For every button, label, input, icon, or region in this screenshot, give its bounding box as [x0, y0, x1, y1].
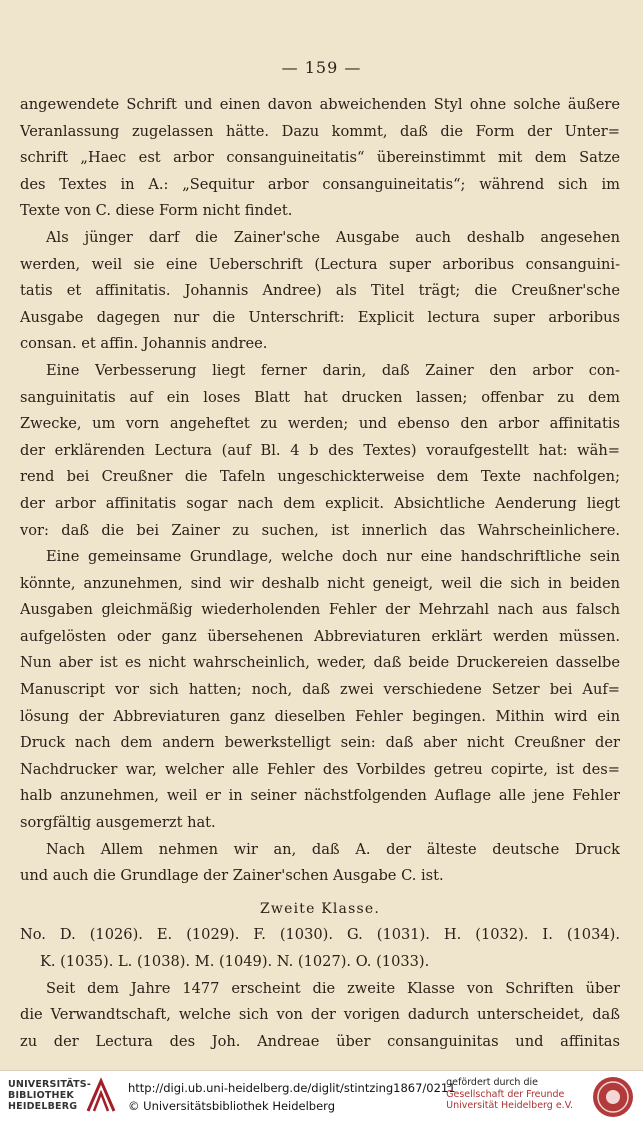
section-heading: Zweite Klasse. [259, 900, 381, 917]
text-line: rend bei Creußner die Tafeln ungeschickterweise dem Texte nachfolgen; [20, 468, 620, 486]
text-line: Texte von C. diese Form nicht findet. [20, 202, 293, 220]
text-line: Eine Verbesserung liegt ferner darin, daß Zainer den arbor con- [46, 361, 620, 379]
page-number: — 159 — [281, 58, 362, 77]
text-line: des Textes in A.: „Sequitur arbor consanguineitatis“; während sich im [20, 175, 620, 193]
text-line: schrift „Haec est arbor consanguineitatis“ übereinstimmt mit dem Satze [20, 149, 620, 167]
library-logo-icon [84, 1077, 118, 1115]
text-line: Veranlassung zugelassen hätte. Dazu kommt, daß die Form der Unter= [20, 122, 620, 140]
text-line: Seit dem Jahre 1477 erscheint die zweite Klasse von Schriften über [46, 979, 620, 997]
funder-note: gefördert durch die Gesellschaft der Freunde Universität Heidelberg e.V. [446, 1077, 573, 1111]
text-line: könnte, anzunehmen, sind wir deshalb nicht geneigt, weil die sich in beiden [20, 574, 620, 592]
text-line: Als jünger darf die Zainer'sche Ausgabe auch deshalb angesehen [46, 228, 620, 246]
text-line: sorgfältig ausgemerzt hat. [20, 814, 216, 832]
text-line: Eine gemeinsame Grundlage, welche doch nur eine handschriftliche sein [46, 548, 620, 566]
seal-icon [591, 1075, 635, 1119]
text-line: aufgelösten oder ganz übersehenen Abbreviaturen erklärt werden müssen. [20, 627, 620, 645]
text-line: consan. et affin. Johannis andree. [20, 335, 268, 353]
text-line: werden, weil sie eine Ueberschrift (Lectura super arboribus consanguini- [20, 255, 620, 273]
text-line: Nachdrucker war, welcher alle Fehler des Vorbildes getreu copirte, ist des= [20, 760, 620, 778]
text-line: die Verwandtschaft, welche sich von der vorigen dadurch unterscheidet, daß [20, 1006, 620, 1024]
text-line: Druck nach dem andern bewerkstelligt sein: daß aber nicht Creußner der [20, 734, 620, 752]
library-name: UNIVERSITÄTS- BIBLIOTHEK HEIDELBERG [8, 1079, 91, 1112]
edition-list-line: No. D. (1026). E. (1029). F. (1030). G. (1031). H. (1032). I. (1034). [20, 926, 620, 944]
text-line: angewendete Schrift und einen davon abweichenden Styl ohne solche äußere [20, 96, 620, 113]
text-line: zu der Lectura des Joh. Andreae über consanguinitas und affinitas [20, 1032, 620, 1050]
text-line: Nun aber ist es nicht wahrscheinlich, weder, daß beide Druckereien dasselbe [20, 654, 620, 672]
edition-list-line: K. (1035). L. (1038). M. (1049). N. (1027). O. (1033). [40, 953, 430, 970]
text-line: lösung der Abbreviaturen ganz dieselben Fehler begingen. Mithin wird ein [20, 707, 620, 725]
text-line: Zwecke, um vorn angeheftet zu werden; und ebenso den arbor affinitatis [20, 415, 620, 433]
text-line: vor: daß die bei Zainer zu suchen, ist innerlich das Wahrscheinlichere. [20, 521, 620, 539]
copyright-notice: © Universitätsbibliothek Heidelberg [128, 1099, 336, 1113]
text-line: und auch die Grundlage der Zainer'schen Ausgabe C. ist. [20, 867, 444, 885]
text-line: halb anzunehmen, weil er in seiner nächstfolgenden Auflage alle jene Fehler [20, 787, 620, 805]
text-line: Nach Allem nehmen wir an, daß A. der älteste deutsche Druck [46, 840, 620, 858]
text-line: Manuscript vor sich hatten; noch, daß zwei verschiedene Setzer bei Auf= [20, 681, 620, 699]
text-line: sanguinitatis auf ein loses Blatt hat drucken lassen; offenbar zu dem [20, 388, 620, 406]
text-line: Ausgaben gleichmäßig wiederholenden Fehler der Mehrzahl nach aus falsch [20, 601, 620, 619]
permalink[interactable]: http://digi.ub.uni-heidelberg.de/diglit/stintzing1867/0211 [128, 1081, 456, 1095]
text-line: Ausgabe dagegen nur die Unterschrift: Explicit lectura super arboribus [20, 308, 620, 326]
footer-bar [0, 1070, 643, 1121]
text-line: der erklärenden Lectura (auf Bl. 4 b des Textes) voraufgestellt hat: wäh= [20, 441, 620, 459]
text-line: der arbor affinitatis sogar nach dem explicit. Absichtliche Aenderung liegt [20, 494, 620, 512]
text-line: tatis et affinitatis. Johannis Andree) als Titel trägt; die Creußner'sche [20, 282, 620, 300]
body-text [20, 92, 620, 1055]
